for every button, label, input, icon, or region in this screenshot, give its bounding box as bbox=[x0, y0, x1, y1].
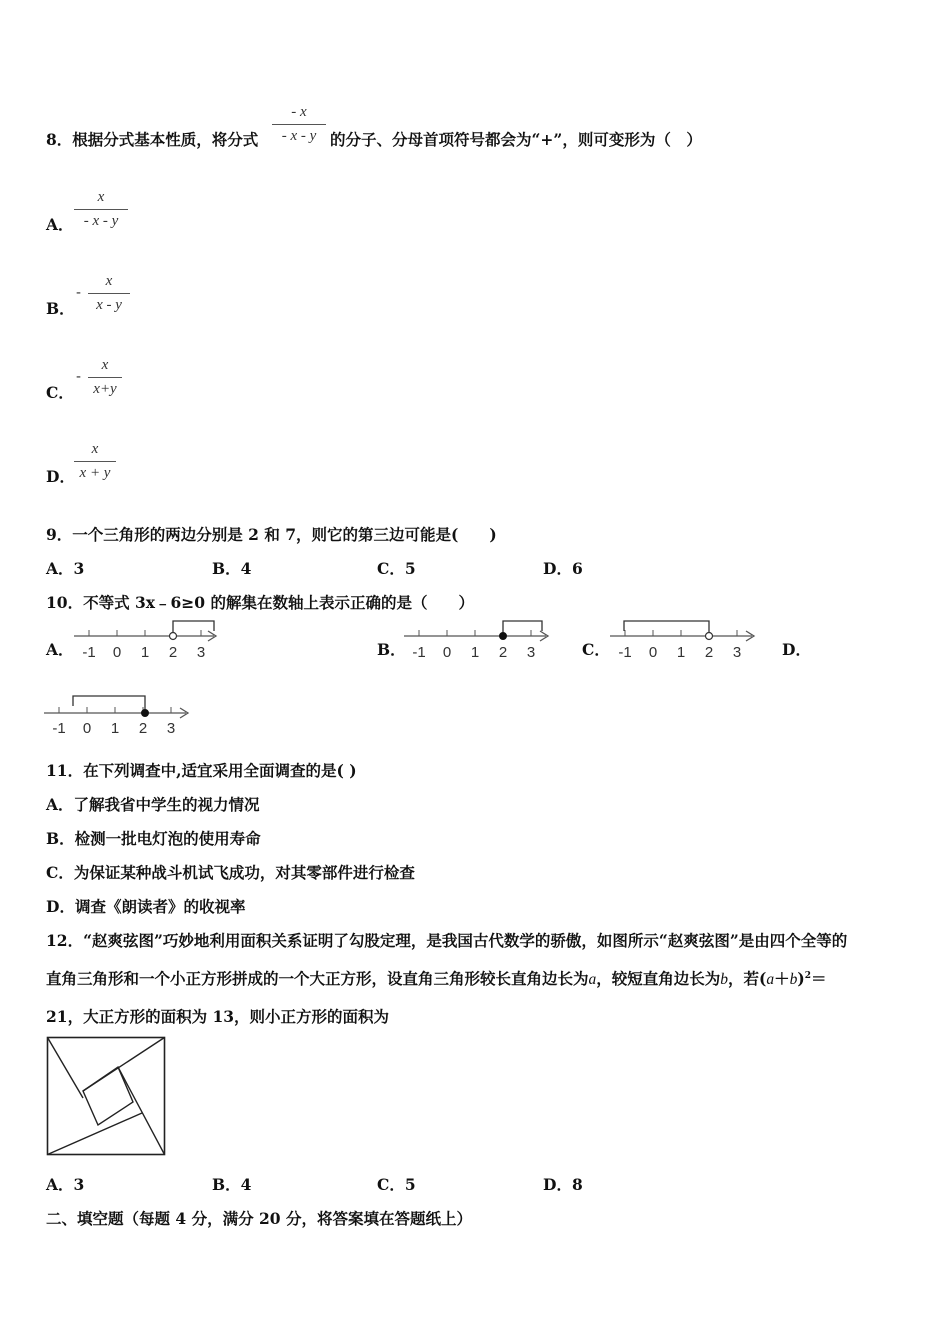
q11-option-b: B．检测一批电灯泡的使用寿命 bbox=[46, 829, 261, 848]
q8-option-a-label: A． bbox=[46, 215, 74, 234]
q8-option-d-label: D． bbox=[46, 467, 75, 486]
tick-label: 2 bbox=[498, 644, 508, 661]
tick-label: -1 bbox=[82, 644, 96, 661]
q8-option-b-sign: - bbox=[76, 284, 81, 301]
q8-option-d-fraction bbox=[74, 441, 116, 482]
q11-stem: 11．在下列调查中,适宜采用全面调查的是( ) bbox=[46, 761, 357, 780]
var-b: b bbox=[720, 971, 729, 988]
tick-label: 1 bbox=[110, 720, 120, 736]
q11-option-c: C．为保证某种战斗机试飞成功，对其零部件进行检查 bbox=[46, 863, 415, 882]
q8-option-b-fraction bbox=[88, 273, 130, 314]
q10-option-a-label: A． bbox=[46, 640, 74, 659]
exponent: 2 bbox=[804, 970, 811, 981]
q9-option-c: C．5 bbox=[377, 559, 416, 578]
tick-label: 3 bbox=[526, 644, 536, 661]
q8-stem-suffix: 的分子、分母首项符号都会为“+”，则可变形为（ ） bbox=[330, 130, 702, 149]
tick-label: 1 bbox=[470, 644, 480, 661]
q11-option-d: D．调查《朗读者》的收视率 bbox=[46, 897, 246, 916]
number-line-a bbox=[72, 617, 222, 661]
q8-option-b-numerator: x bbox=[105, 273, 113, 289]
q10-option-d-label: D． bbox=[782, 640, 811, 659]
q8-option-c-label: C． bbox=[46, 383, 74, 402]
tick-label: 0 bbox=[82, 720, 92, 736]
q10-option-b-label: B． bbox=[377, 640, 406, 659]
q8-option-b-denominator: x - y bbox=[96, 297, 122, 313]
tick-label: 2 bbox=[704, 644, 714, 661]
q8-option-a-fraction bbox=[74, 189, 128, 230]
number-line-c bbox=[608, 617, 760, 661]
var-b: b bbox=[789, 971, 798, 988]
tick-label: 0 bbox=[442, 644, 452, 661]
q8-fraction-numerator: - x bbox=[291, 104, 307, 120]
q8-option-d-numerator: x bbox=[91, 441, 99, 457]
tick-label: 0 bbox=[648, 644, 658, 661]
close-paren: ) bbox=[797, 969, 805, 988]
q12-option-d: D．8 bbox=[543, 1175, 583, 1194]
q8-option-d-denominator: x + y bbox=[79, 465, 111, 481]
q12-option-b: B．4 bbox=[212, 1175, 252, 1194]
q8-option-b-label: B． bbox=[46, 299, 75, 318]
q8-option-a-denominator: - x - y bbox=[83, 213, 119, 229]
q9-option-b: B．4 bbox=[212, 559, 252, 578]
q12-option-a: A．3 bbox=[46, 1175, 85, 1194]
q10-stem: 10．不等式 3x﹣6≥0 的解集在数轴上表示正确的是（ ） bbox=[46, 593, 474, 612]
tick-label: 1 bbox=[676, 644, 686, 661]
var-a: a bbox=[766, 971, 775, 988]
q8-option-c-denominator: x+y bbox=[93, 381, 117, 397]
tick-label: 0 bbox=[112, 644, 122, 661]
q8-stem-fraction bbox=[272, 104, 326, 145]
tick-label: 3 bbox=[166, 720, 176, 736]
number-line-d bbox=[42, 690, 194, 736]
q12-line2-text: 直角三角形和一个小正方形拼成的一个大正方形，设直角三角形较长直角边长为 bbox=[46, 969, 589, 988]
tick-label: 3 bbox=[196, 644, 206, 661]
q9-option-d: D．6 bbox=[543, 559, 583, 578]
q12-line2-text: ，较短直角边长为 bbox=[596, 969, 721, 988]
q9-option-a: A．3 bbox=[46, 559, 85, 578]
q12-option-c: C．5 bbox=[377, 1175, 416, 1194]
tick-label: 1 bbox=[140, 644, 150, 661]
q8-fraction-denominator: - x - y bbox=[281, 128, 317, 144]
q8-option-c-sign: - bbox=[76, 368, 81, 385]
q12-stem-line3: 21，大正方形的面积为 13，则小正方形的面积为 bbox=[46, 1007, 390, 1026]
q10-option-c-label: C． bbox=[582, 640, 610, 659]
q8-option-c-numerator: x bbox=[101, 357, 109, 373]
tick-label: 2 bbox=[168, 644, 178, 661]
q8-option-a-numerator: x bbox=[97, 189, 105, 205]
tick-label: 2 bbox=[138, 720, 148, 736]
zhao-shuang-diagram bbox=[46, 1036, 168, 1158]
q8-option-c-fraction bbox=[88, 357, 122, 398]
tick-label: -1 bbox=[52, 720, 66, 736]
tick-label: 3 bbox=[732, 644, 742, 661]
number-line-b bbox=[402, 617, 554, 661]
var-a: a bbox=[588, 971, 597, 988]
q9-stem: 9．一个三角形的两边分别是 2 和 7，则它的第三边可能是( ) bbox=[46, 525, 497, 544]
q8-stem-prefix: 8．根据分式基本性质，将分式 bbox=[46, 130, 259, 149]
q12-line2-text: ，若( bbox=[728, 969, 767, 988]
q12-stem-line2 bbox=[46, 967, 827, 989]
section-2-heading: 二、填空题（每题 4 分，满分 20 分，将答案填在答题纸上） bbox=[46, 1209, 472, 1228]
equals-sign: ＝ bbox=[811, 969, 827, 988]
plus-sign: ＋ bbox=[774, 969, 790, 988]
tick-label: -1 bbox=[412, 644, 426, 661]
q12-stem-line1: 12．“赵爽弦图”巧妙地利用面积关系证明了勾股定理，是我国古代数学的骄傲，如图所示“赵爽弦图”是由四个全等的 bbox=[46, 931, 848, 950]
tick-label: -1 bbox=[618, 644, 632, 661]
q11-option-a: A．了解我省中学生的视力情况 bbox=[46, 795, 260, 814]
